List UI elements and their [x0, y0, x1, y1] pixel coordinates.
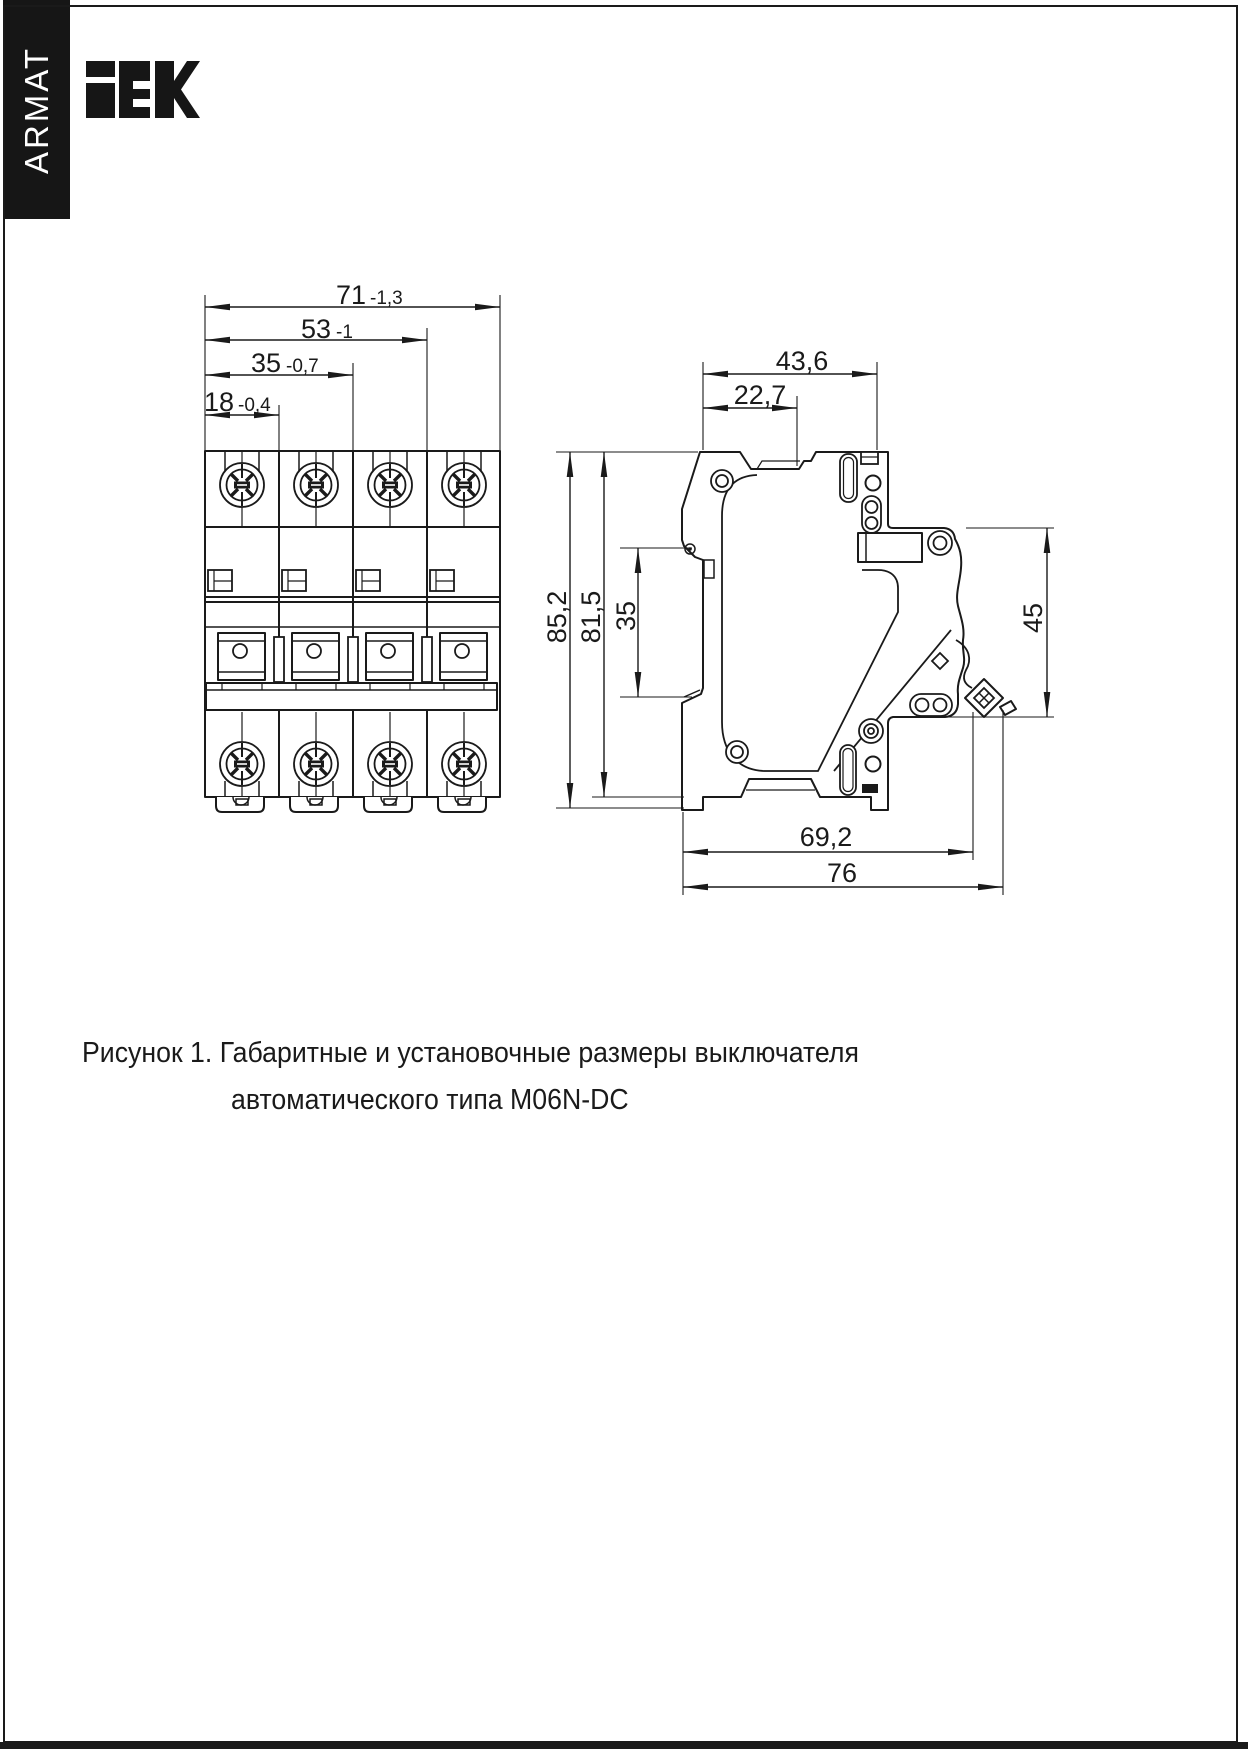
front-view-extension-lines [205, 295, 500, 451]
figure-caption [82, 1030, 965, 1124]
figure-caption-line2: автоматического типа M06N-DC [231, 1084, 629, 1116]
dim-label-35v: 35 [611, 600, 641, 632]
dim-label-18: 18 [203, 387, 235, 417]
figure-caption-line1: Рисунок 1. Габаритные и установочные размеры выключателя [82, 1037, 859, 1069]
front-view-drawing [204, 280, 500, 812]
side-view-drawing [542, 346, 1054, 895]
dim-label-71: 71 [335, 280, 367, 310]
armat-brand-text: ARMAT [17, 45, 55, 174]
dim-tol-18: -0,4 [238, 395, 271, 416]
dim-tol-53: -1 [336, 322, 353, 343]
dim-label-85-2: 85,2 [542, 590, 572, 644]
dim-label-53: 53 [300, 314, 332, 344]
page-bottom-edge [0, 1742, 1248, 1749]
dim-label-22-7: 22,7 [733, 380, 787, 410]
dim-label-69-2: 69,2 [799, 822, 853, 852]
dim-tol-35: -0,7 [286, 356, 319, 377]
dim-label-35: 35 [250, 348, 282, 378]
dim-label-81-5: 81,5 [576, 590, 606, 644]
iek-logo [86, 61, 200, 118]
dim-label-43-6: 43,6 [775, 346, 829, 376]
dim-label-45: 45 [1018, 602, 1048, 634]
dim-label-76: 76 [826, 858, 858, 888]
page-border [4, 6, 1237, 1742]
dim-tol-71: -1,3 [370, 288, 403, 309]
